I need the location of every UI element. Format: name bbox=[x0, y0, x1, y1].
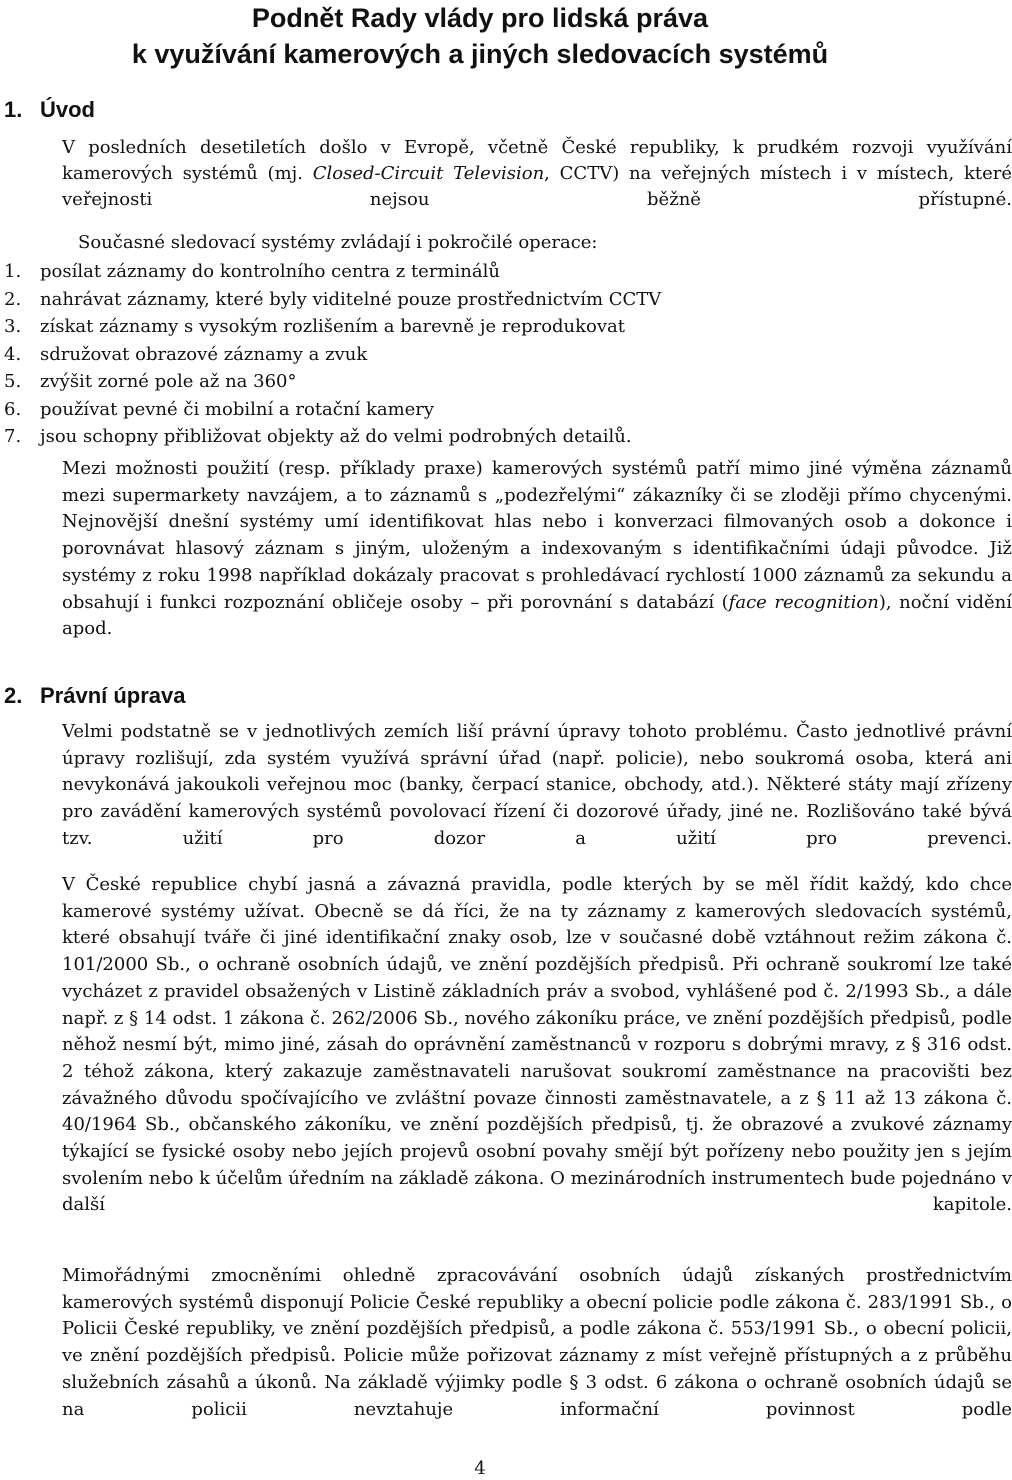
list-item-text: používat pevné či mobilní a rotační kamery bbox=[40, 398, 435, 420]
intro-paragraph bbox=[4, 135, 1012, 239]
uses-text-before: Mezi možnosti použití (resp. příklady praxe) kamerových systémů patří mimo jiné výměna záznamů mezi supermarkety navzájem, a to záznamů s „podezřelými“ zákazníky či se zloději přímo chycenými. Nejnovější dnešní systémy umí identifikovat hlas nebo i konverzaci filmovaných osob a dokonce i porovnávat hlasový záznam s jiným, uloženým a indexovaným s identifikačními údaji původce. Již systémy z roku 1998 například dokázaly pracovat s prohledávací rychlostí 1000 záznamů za sekundu a obsahují i funkci rozpoznání obličeje osoby – při porovnání s databází ( bbox=[62, 458, 1012, 613]
capabilities-list bbox=[4, 258, 661, 451]
list-item bbox=[4, 286, 661, 314]
section-number: 2. bbox=[4, 683, 23, 708]
section-number: 1. bbox=[4, 97, 23, 122]
list-item-text: posílat záznamy do kontrolního centra z terminálů bbox=[40, 261, 500, 282]
intro-text-before: V posledních desetiletích došlo v Evropě, včetně České republiky, k prudkém rozvoji využívání kamerových systémů (mj. bbox=[62, 137, 1012, 184]
list-item-text: jsou schopny přibližovat objekty až do velmi podrobných detailů. bbox=[40, 426, 632, 447]
section-heading-legal bbox=[4, 683, 186, 709]
section-title: Právní úprava bbox=[40, 683, 186, 708]
list-item-text: získat záznamy s vysokým rozlišením a barevně je reprodukovat bbox=[40, 316, 626, 337]
list-item bbox=[4, 313, 661, 341]
legal-paragraph-3: Mimořádnými zmocněními ohledně zpracovávání osobních údajů získaných prostřednictvím kamerových systémů disponují Policie České republiky a obecní policie podle zákona č. 283/1991 Sb., o Policii České republiky, ve znění pozdějších předpisů, a podle zákona č. 553/1991 Sb., o obecní policii, ve znění pozdějších předpisů. Policie může pořizovat záznamy z míst veřejně přístupných a z průběhu služebních zásahů a úkonů. Na základě výjimky podle § 3 odst. 6 zákona o ochraně osobních údajů se na policii nevztahuje informační povinnost podle bbox=[62, 1265, 1012, 1420]
list-lead: Současné sledovací systémy zvládají i pokročilé operace: bbox=[78, 232, 598, 253]
intro-text-italic: Closed-Circuit Television bbox=[312, 163, 545, 184]
list-item bbox=[4, 258, 661, 286]
list-item-number: 6. bbox=[4, 398, 22, 420]
intro-text-after: , CCTV) na veřejných místech i v místech, které veřejnosti nejsou běžně přístupné. bbox=[62, 163, 1012, 210]
list-item-number: 1. bbox=[4, 261, 22, 282]
list-item-number: 2. bbox=[4, 288, 22, 310]
legal-paragraph-1: Velmi podstatně se v jednotlivých zemích liší právní úpravy tohoto problému. Často jednotlivé právní úpravy rozlišují, zda systém využívá správní úřad (např. policie), nebo soukromá osoba, která ani nevykonává jakoukoli veřejnou moc (banky, čerpací stanice, obchody, atd.). Některé státy mají zřízeny pro zavádění kamerových systémů povolovací řízení či dozorové úřady, jiné ne. Rozlišováno také bývá tzv. užití pro dozor a užití pro prevenci. bbox=[62, 721, 1012, 849]
list-item-number: 4. bbox=[4, 343, 22, 365]
list-item-text: nahrávat záznamy, které byly viditelné pouze prostřednictvím CCTV bbox=[40, 288, 662, 310]
list-item-number: 5. bbox=[4, 371, 22, 392]
list-item-text: sdružovat obrazové záznamy a zvuk bbox=[40, 343, 368, 365]
section-title: Úvod bbox=[40, 97, 95, 122]
list-item bbox=[4, 341, 661, 369]
list-item-number: 3. bbox=[4, 316, 22, 337]
section-heading-intro bbox=[4, 97, 95, 123]
list-item-number: 7. bbox=[4, 426, 22, 447]
document-title-line-2: k využívání kamerových a jiných sledovacích systémů bbox=[131, 39, 829, 69]
legal-paragraph-2: V České republice chybí jasná a závazná pravidla, podle kterých by se měl řídit každý, kdo chce kamerové systémy užívat. Obecně se dá říci, že na ty záznamy z kamerových sledovacích systémů, které obsahují tváře či jiné identifikační znaky osob, lze v současné době vztáhnout režim zákona č. 101/2000 Sb., o ochraně osobních údajů, ve znění pozdějších předpisů. Při ochraně soukromí lze také vycházet z pravidel obsažených v Listině základních práv a svobod, vyhlášené pod č. 2/1993 Sb., a dále např. z § 14 odst. 1 zákona č. 262/2006 Sb., nového zákoníku práce, ve znění pozdějších předpisů, podle něhož nesmí být, mimo jiné, zásah do oprávnění zaměstnanců v rozporu s dobrými mravy, z § 316 odst. 2 téhož zákona, který zakazuje zaměstnavateli narušovat soukromí zaměstnance na pracovišti bez závažného důvodu spočívajícího ve zvláštní povaze činnosti zaměstnavatele, a z § 11 až 13 zákona č. 40/1964 Sb., občanského zákoníku, ve znění pozdějších předpisů, tj. že obrazové a zvukové záznamy týkající se fysické osoby nebo jejích projevů osobní povahy smějí být pořízeny nebo použity jen s jejím svolením nebo k účelům úředním na základě zákona. O mezinárodních instrumentech bude pojednáno v další kapitole. bbox=[62, 874, 1012, 1216]
page-number: 4 bbox=[474, 1458, 486, 1479]
list-item bbox=[4, 368, 661, 396]
uses-paragraph bbox=[4, 456, 1012, 670]
document-title-line-1: Podnět Rady vlády pro lidská práva bbox=[251, 3, 709, 33]
list-item bbox=[4, 396, 661, 424]
list-item-text: zvýšit zorné pole až na 360° bbox=[40, 371, 297, 392]
list-item bbox=[4, 423, 661, 451]
uses-text-after: ), noční vidění apod. bbox=[62, 591, 1012, 640]
uses-text-italic: face recognition bbox=[728, 591, 879, 613]
